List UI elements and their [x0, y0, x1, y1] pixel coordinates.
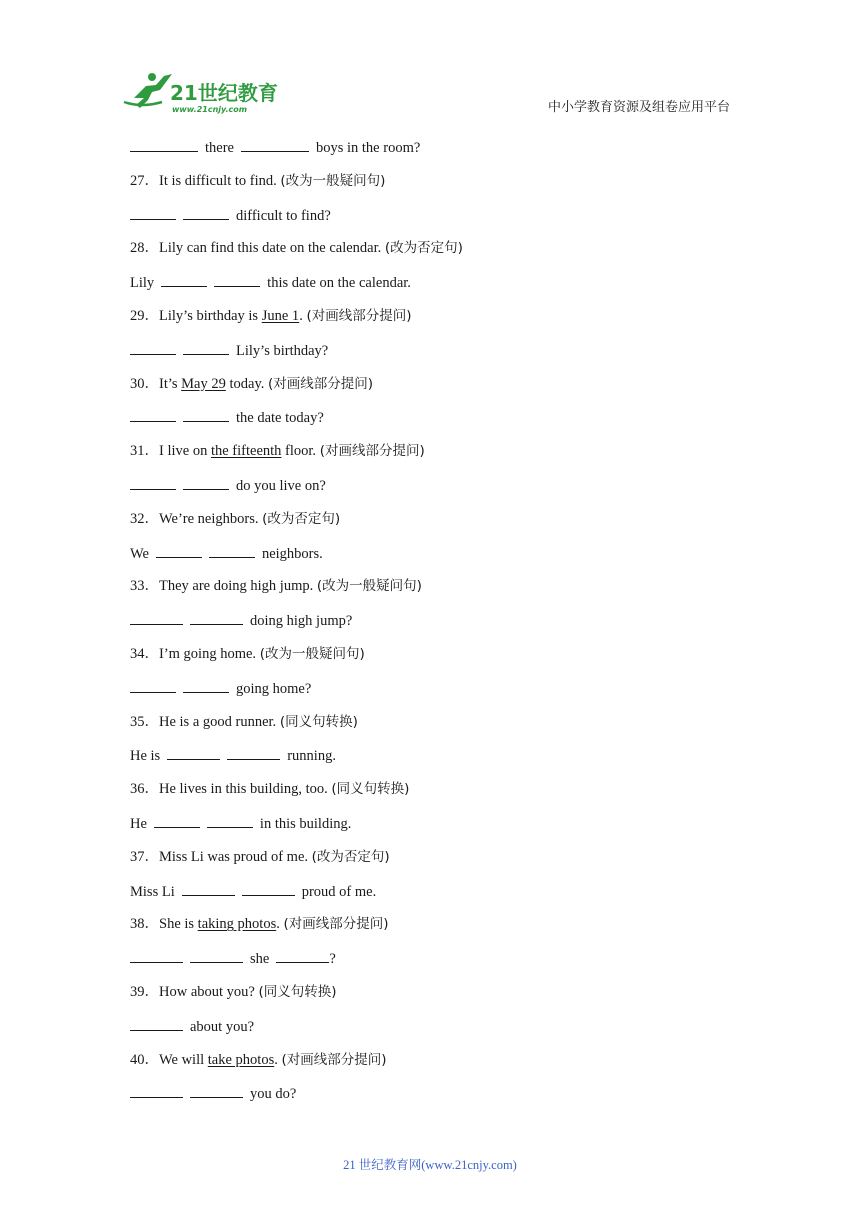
question-text: Miss Li: [130, 883, 175, 900]
answer-blank[interactable]: [183, 340, 229, 355]
question-text: about you?: [190, 1018, 255, 1035]
answer-blank[interactable]: [130, 407, 176, 422]
answer-blank[interactable]: [130, 610, 183, 625]
instruction-text: (同义句转换): [279, 713, 358, 730]
question-text: going home?: [236, 680, 312, 697]
question-text: 32．We’re neighbors.: [130, 510, 263, 527]
question-text: 38．She is: [130, 916, 198, 933]
answer-blank[interactable]: [182, 881, 235, 896]
question-text: He: [130, 815, 147, 832]
question-text: boys in the room?: [315, 140, 421, 156]
underlined-phrase: taking photos: [197, 916, 277, 933]
answer-blank[interactable]: [183, 205, 229, 220]
question-line: [130, 982, 750, 1016]
question-line: [130, 475, 750, 509]
header-tagline: 中小学教育资源及组卷应用平台: [547, 100, 730, 115]
question-line: [130, 543, 750, 577]
question-text: 30．It’s: [130, 375, 182, 392]
answer-blank[interactable]: [214, 272, 260, 287]
underlined-phrase: May 29: [181, 375, 226, 392]
question-line: [130, 306, 750, 340]
question-text: 31．I live on: [130, 443, 211, 460]
answer-blank[interactable]: [130, 475, 176, 490]
question-line: [130, 137, 750, 171]
answer-blank[interactable]: [130, 948, 183, 963]
instruction-text: (改为一般疑问句): [280, 172, 386, 189]
question-line: [130, 948, 750, 982]
question-line: [130, 813, 750, 847]
question-text: floor.: [281, 443, 320, 460]
question-text: the date today?: [236, 410, 324, 427]
question-text: Lily’s birthday?: [236, 342, 329, 359]
instruction-text: (同义句转换): [331, 781, 410, 798]
instruction-text: (改为否定句): [384, 240, 463, 257]
question-line: [130, 644, 750, 678]
instruction-text: (改为否定句): [262, 510, 341, 527]
question-line: [130, 1083, 750, 1117]
answer-blank[interactable]: [276, 948, 329, 963]
question-text: .: [276, 916, 284, 933]
instruction-text: (对画线部分提问): [281, 1051, 387, 1068]
question-line: [130, 340, 750, 374]
question-line: [130, 238, 750, 272]
question-line: [130, 205, 750, 239]
answer-blank[interactable]: [209, 543, 255, 558]
question-text: this date on the calendar.: [267, 275, 411, 292]
answer-blank[interactable]: [183, 475, 229, 490]
question-text: 27．It is difficult to find.: [130, 172, 281, 189]
answer-blank[interactable]: [161, 272, 207, 287]
instruction-text: (对画线部分提问): [283, 916, 389, 933]
question-text: you do?: [250, 1086, 297, 1103]
question-line: [130, 914, 750, 948]
question-text: .: [274, 1051, 282, 1068]
question-line: [130, 1016, 750, 1050]
question-line: [130, 407, 750, 441]
instruction-text: (对画线部分提问): [319, 443, 425, 460]
answer-blank[interactable]: [130, 1083, 183, 1098]
question-line: [130, 171, 750, 205]
question-line: [130, 576, 750, 610]
answer-blank[interactable]: [183, 407, 229, 422]
question-text: 34．I’m going home.: [130, 645, 260, 662]
answer-blank[interactable]: [190, 948, 243, 963]
instruction-text: (对画线部分提问): [268, 375, 374, 392]
logo-url: www.21cnjy.com: [172, 105, 248, 114]
answer-blank[interactable]: [190, 610, 243, 625]
answer-blank[interactable]: [207, 813, 253, 828]
question-text: 33．They are doing high jump.: [130, 578, 317, 595]
instruction-text: (改为否定句): [311, 848, 390, 865]
question-list: [130, 137, 750, 1117]
question-text: running.: [287, 748, 336, 765]
question-text: 39．How about you?: [130, 983, 259, 1000]
question-text: do you live on?: [236, 477, 326, 494]
answer-blank[interactable]: [183, 678, 229, 693]
question-text: 28．Lily can find this date on the calendar.: [130, 240, 385, 257]
question-text: He is: [130, 748, 161, 765]
question-line: [130, 678, 750, 712]
answer-blank[interactable]: [130, 678, 176, 693]
page-header: [0, 0, 860, 125]
question-text: difficult to find?: [236, 207, 331, 224]
answer-blank[interactable]: [156, 543, 202, 558]
instruction-text: (同义句转换): [258, 983, 337, 1000]
question-text: 29．Lily’s birthday is: [130, 307, 262, 324]
footer-link[interactable]: 21 世纪教育网(www.21cnjy.com): [343, 1158, 517, 1172]
question-text: proud of me.: [301, 883, 377, 900]
underlined-phrase: June 1: [261, 307, 300, 324]
answer-blank[interactable]: [130, 137, 198, 152]
logo-text: 21世纪教育: [170, 81, 278, 105]
answer-blank[interactable]: [130, 205, 176, 220]
answer-blank[interactable]: [242, 881, 295, 896]
question-text: 40．We will: [130, 1051, 208, 1068]
question-line: [130, 712, 750, 746]
question-text: she: [250, 951, 270, 968]
question-text: doing high jump?: [250, 613, 353, 630]
answer-blank[interactable]: [241, 137, 309, 152]
instruction-text: (对画线部分提问): [306, 307, 412, 324]
answer-blank[interactable]: [167, 745, 220, 760]
question-text: there: [205, 140, 234, 156]
question-line: [130, 745, 750, 779]
question-text: .: [299, 307, 307, 324]
underlined-phrase: the fifteenth: [210, 443, 282, 460]
question-line: [130, 441, 750, 475]
question-text: Lily: [130, 275, 155, 292]
question-line: [130, 881, 750, 915]
question-text: in this building.: [259, 815, 352, 832]
instruction-text: (改为一般疑问句): [259, 645, 365, 662]
question-line: [130, 509, 750, 543]
question-text: 35．He is a good runner.: [130, 713, 280, 730]
question-text: ?: [329, 951, 336, 968]
answer-blank[interactable]: [130, 1016, 183, 1031]
question-line: [130, 374, 750, 408]
question-text: today.: [225, 375, 269, 392]
question-text: 36．He lives in this building, too.: [130, 781, 332, 798]
logo: [122, 68, 292, 116]
question-text: We: [130, 545, 149, 562]
answer-blank[interactable]: [227, 745, 280, 760]
question-text: 37．Miss Li was proud of me.: [130, 848, 312, 865]
runner-icon: [124, 73, 172, 108]
underlined-phrase: take photos: [207, 1051, 275, 1068]
answer-blank[interactable]: [154, 813, 200, 828]
answer-blank[interactable]: [190, 1083, 243, 1098]
question-text: neighbors.: [261, 545, 323, 562]
question-line: [130, 847, 750, 881]
answer-blank[interactable]: [130, 340, 176, 355]
instruction-text: (改为一般疑问句): [316, 578, 422, 595]
question-line: [130, 1050, 750, 1084]
question-line: [130, 272, 750, 306]
question-line: [130, 610, 750, 644]
question-line: [130, 779, 750, 813]
